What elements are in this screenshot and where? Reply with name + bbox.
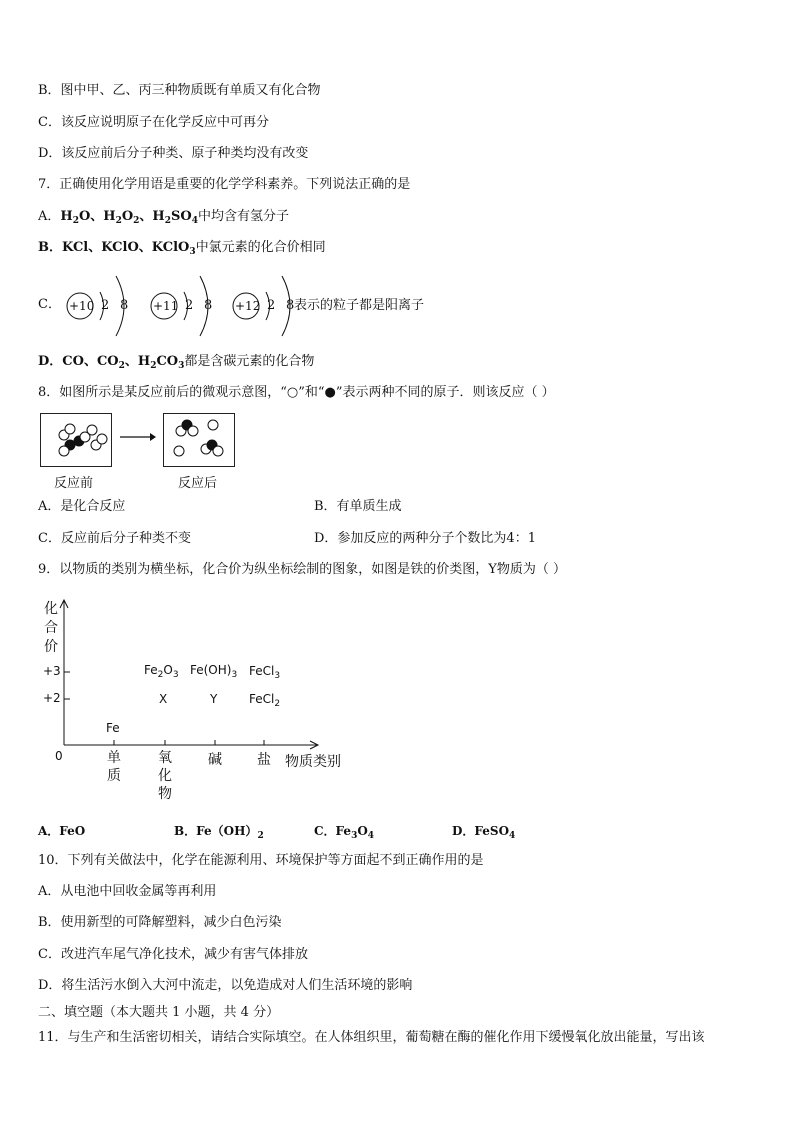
after-reaction-molecules [163, 413, 243, 473]
x-cat-base: 碱 [208, 752, 222, 768]
point-fe: Fe [106, 721, 120, 735]
ion-3-shell1: 2 [267, 298, 276, 313]
ion-3-nucleus: +12 [235, 299, 261, 313]
point-y: Y [210, 692, 218, 706]
q9-option-a: A．FeO [38, 824, 86, 838]
x-cat-element: 单 质 [107, 750, 121, 784]
q6-option-b: B．图中甲、乙、丙三种物质既有单质又有化合物 [38, 83, 321, 98]
q10-option-d: D．将生活污水倒入大河中流走，以免造成对人们生活环境的影响 [38, 978, 413, 993]
q8-option-c: C．反应前后分子种类不变 [38, 531, 191, 546]
chart-x-label: 物质类别 [285, 754, 341, 770]
ion-2-nucleus: +11 [153, 299, 179, 313]
q9-stem: 9．以物质的类别为横坐标，化合价为纵坐标绘制的图象，如图是铁的价类图，Y物质为（ ） [38, 562, 566, 577]
ion-2-shell2: 8 [204, 298, 213, 313]
q8-option-a: A．是化合反应 [38, 499, 126, 514]
q7-option-b: B．KCl、KClO、KClO$_3$中氯元素的化合价相同 [38, 240, 326, 257]
before-reaction-molecules [40, 413, 120, 473]
point-feoh3: $Fe(OH)_3$ [190, 663, 238, 680]
q9-option-d: D．FeSO$_4$ [452, 824, 516, 841]
q10-option-c: C．改进汽车尾气净化技术，减少有害气体排放 [38, 947, 308, 962]
before-reaction-label: 反应前 [54, 476, 94, 491]
q10-option-a: A．从电池中回收金属等再利用 [38, 884, 217, 899]
q8-option-d: D．参加反应的两种分子个数比为4：1 [314, 531, 536, 546]
ion-2-shell1: 2 [185, 298, 194, 313]
after-reaction-label: 反应后 [178, 476, 218, 491]
q6-option-d: D．该反应前后分子种类、原子种类均没有改变 [38, 146, 309, 161]
ion-1-shell2: 8 [120, 298, 129, 313]
q7-option-c-text: 表示的粒子都是阳离子 [294, 298, 425, 313]
y-tick-plus2: +2 [43, 691, 61, 705]
chart-y-label: 化 合 价 [44, 601, 58, 655]
point-fecl2: FeCl$_2$ [249, 692, 281, 709]
point-fecl3: FeCl$_3$ [249, 664, 281, 681]
x-cat-salt: 盐 [257, 752, 271, 768]
q7-option-a: A．$H_2O$、$H_2O_2$、$H_2SO_4$中均含有氢分子 [38, 209, 289, 226]
q10-stem: 10．下列有关做法中，化学在能源利用、环境保护等方面起不到正确作用的是 [38, 853, 484, 868]
point-x: X [159, 692, 168, 706]
point-fe2o3: $Fe_2O_3$ [144, 663, 179, 680]
ion-1-shell1: 2 [101, 298, 110, 313]
x-cat-oxide: 氧 化 物 [158, 750, 172, 802]
q8-option-b: B．有单质生成 [314, 499, 402, 514]
section-2-heading: 二、填空题（本大题共 1 小题，共 4 分） [38, 1005, 280, 1020]
q10-option-b: B．使用新型的可降解塑料，减少白色污染 [38, 915, 282, 930]
q9-option-c: C．$Fe_3O_4$ [314, 824, 375, 841]
y-tick-plus3: +3 [43, 664, 61, 678]
chart-origin: 0 [55, 749, 63, 763]
reaction-arrow [120, 432, 160, 442]
ion-3-shell2: 8 [286, 298, 295, 313]
iron-valence-chart-axes [40, 600, 340, 770]
q7-option-d: D．CO、$CO_2$、$H_2CO_3$都是含碳元素的化合物 [38, 354, 315, 371]
q7-option-c-label: C． [38, 297, 61, 312]
q6-option-c: C．该反应说明原子在化学反应中可再分 [38, 115, 269, 130]
q11-stem: 11．与生产和生活密切相关，请结合实际填空。在人体组织里，葡萄糖在酶的催化作用下缓慢氧化放出能量，写出该 [38, 1030, 705, 1045]
q9-option-b: B．$Fe(OH)_2$ [174, 824, 264, 841]
ion-1-nucleus: +10 [69, 299, 95, 313]
q8-stem: 8．如图所示是某反应前后的微观示意图，“○”和“●”表示两种不同的原子．则该反应（ ） [38, 385, 555, 400]
q7-stem: 7．正确使用化学用语是重要的化学学科素养。下列说法正确的是 [38, 177, 411, 192]
